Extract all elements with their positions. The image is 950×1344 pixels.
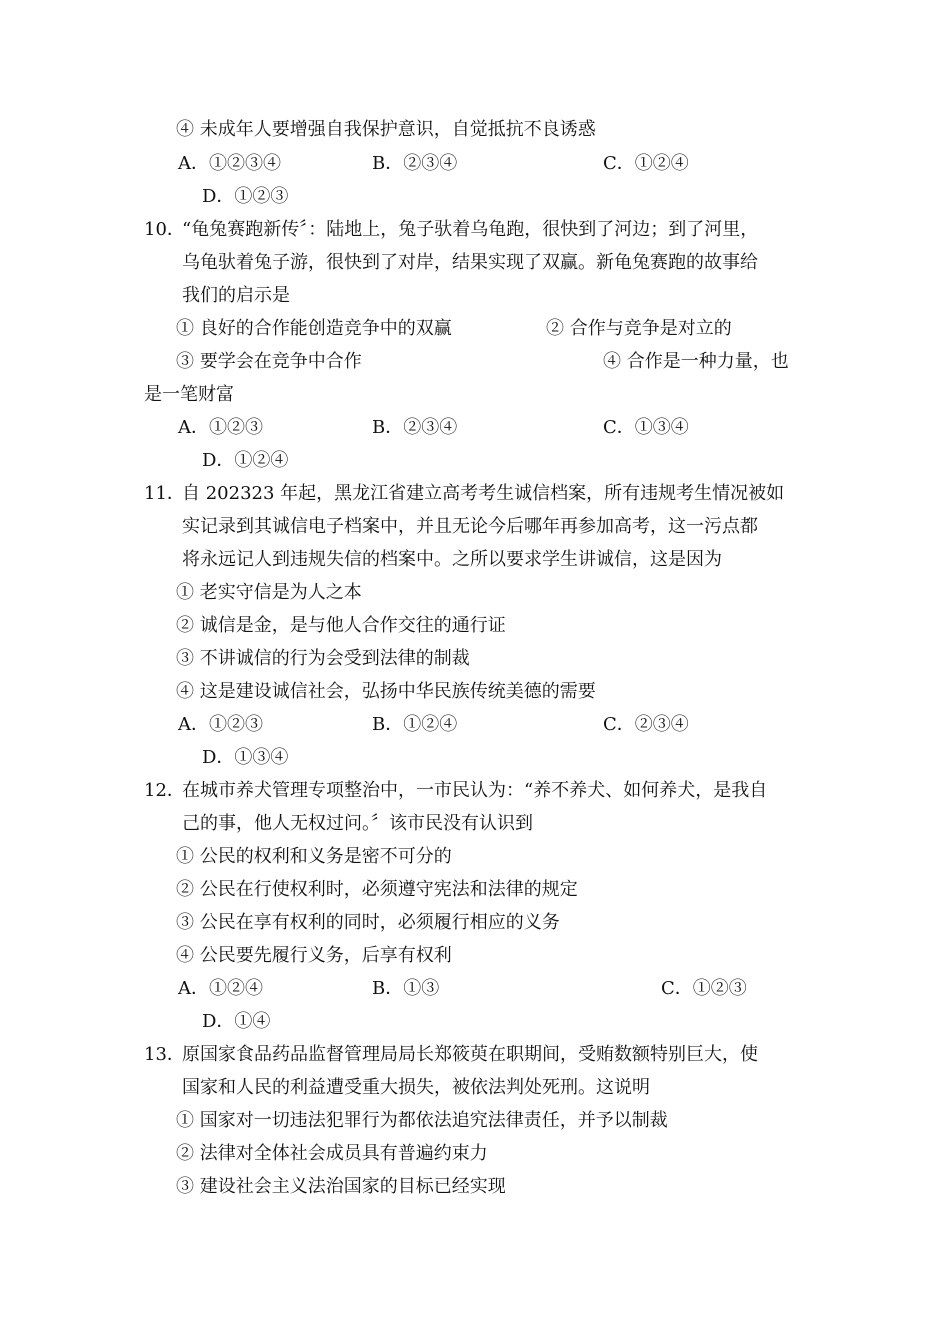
q12-option-b[interactable]: B．①③ xyxy=(372,978,440,999)
q11-option-c[interactable]: C．②③④ xyxy=(603,714,689,735)
q9-option-a[interactable]: A．①②③④ xyxy=(178,153,281,174)
q13-stem-line-2: 国家和人民的利益遭受重大损失，被依法判处死刑。这说明 xyxy=(182,1077,650,1098)
q12-item-4: ④ 公民要先履行义务，后享有权利 xyxy=(176,945,452,966)
q13-item-3: ③ 建设社会主义法治国家的目标已经实现 xyxy=(176,1176,506,1197)
q13-number: 13． xyxy=(144,1044,185,1065)
q12-option-c[interactable]: C．①②③ xyxy=(661,978,747,999)
q13-item-1: ① 国家对一切违法犯罪行为都依法追究法律责任，并予以制裁 xyxy=(176,1110,668,1131)
q12-item-1: ① 公民的权利和义务是密不可分的 xyxy=(176,846,452,867)
q10-stem-line-3: 我们的启示是 xyxy=(182,285,290,306)
q9-item-4: ④ 未成年人要增强自我保护意识，自觉抵抗不良诱惑 xyxy=(176,119,596,140)
q12-item-2: ② 公民在行使权利时，必须遵守宪法和法律的规定 xyxy=(176,879,578,900)
q10-item-4-part-2: 是一笔财富 xyxy=(144,384,234,405)
q10-option-c[interactable]: C．①③④ xyxy=(603,417,689,438)
q12-option-a[interactable]: A．①②④ xyxy=(178,978,263,999)
q11-item-4: ④ 这是建设诚信社会，弘扬中华民族传统美德的需要 xyxy=(176,681,596,702)
q13-item-2: ② 法律对全体社会成员具有普遍约束力 xyxy=(176,1143,488,1164)
q9-option-d[interactable]: D．①②③ xyxy=(202,186,289,207)
q12-stem-line-1: 在城市养犬管理专项整治中，一市民认为：“养不养犬、如何养犬，是我自 xyxy=(182,780,768,801)
q10-item-2: ② 合作与竞争是对立的 xyxy=(546,318,732,339)
q9-option-b[interactable]: B．②③④ xyxy=(372,153,458,174)
q10-item-3: ③ 要学会在竞争中合作 xyxy=(176,351,362,372)
q10-stem-line-1: “龟兔赛跑新传〞：陆地上，兔子驮着乌龟跑，很快到了河边；到了河里， xyxy=(182,219,759,240)
q12-item-3: ③ 公民在享有权利的同时，必须履行相应的义务 xyxy=(176,912,560,933)
q11-stem-line-1: 自 202323 年起，黑龙江省建立高考考生诚信档案，所有违规考生情况被如 xyxy=(182,483,785,504)
q9-option-c[interactable]: C．①②④ xyxy=(603,153,689,174)
q10-item-1: ① 良好的合作能创造竞争中的双赢 xyxy=(176,318,452,339)
q11-option-d[interactable]: D．①③④ xyxy=(202,747,289,768)
q12-option-d[interactable]: D．①④ xyxy=(202,1011,271,1032)
q11-stem-line-3: 将永远记人到违规失信的档案中。之所以要求学生讲诚信，这是因为 xyxy=(182,549,722,570)
q12-stem-line-2: 己的事，他人无权过问。〞该市民没有认识到 xyxy=(182,813,533,834)
q10-number: 10． xyxy=(144,219,185,240)
q11-item-1: ① 老实守信是为人之本 xyxy=(176,582,362,603)
q11-item-2: ② 诚信是金，是与他人合作交往的通行证 xyxy=(176,615,506,636)
q11-option-a[interactable]: A．①②③ xyxy=(178,714,263,735)
q10-option-b[interactable]: B．②③④ xyxy=(372,417,458,438)
q11-number: 11． xyxy=(144,483,185,504)
q10-option-a[interactable]: A．①②③ xyxy=(178,417,263,438)
q12-number: 12． xyxy=(144,780,185,801)
q10-option-d[interactable]: D．①②④ xyxy=(202,450,289,471)
q11-option-b[interactable]: B．①②④ xyxy=(372,714,458,735)
q10-stem-line-2: 乌龟驮着兔子游，很快到了对岸，结果实现了双赢。新龟兔赛跑的故事给 xyxy=(182,252,758,273)
q11-stem-line-2: 实记录到其诚信电子档案中，并且无论今后哪年再参加高考，这一污点都 xyxy=(182,516,758,537)
q11-item-3: ③ 不讲诚信的行为会受到法律的制裁 xyxy=(176,648,470,669)
q13-stem-line-1: 原国家食品药品监督管理局局长郑筱萸在职期间，受贿数额特别巨大，使 xyxy=(182,1044,758,1065)
q10-item-4-part-1: ④ 合作是一种力量，也 xyxy=(603,351,789,372)
